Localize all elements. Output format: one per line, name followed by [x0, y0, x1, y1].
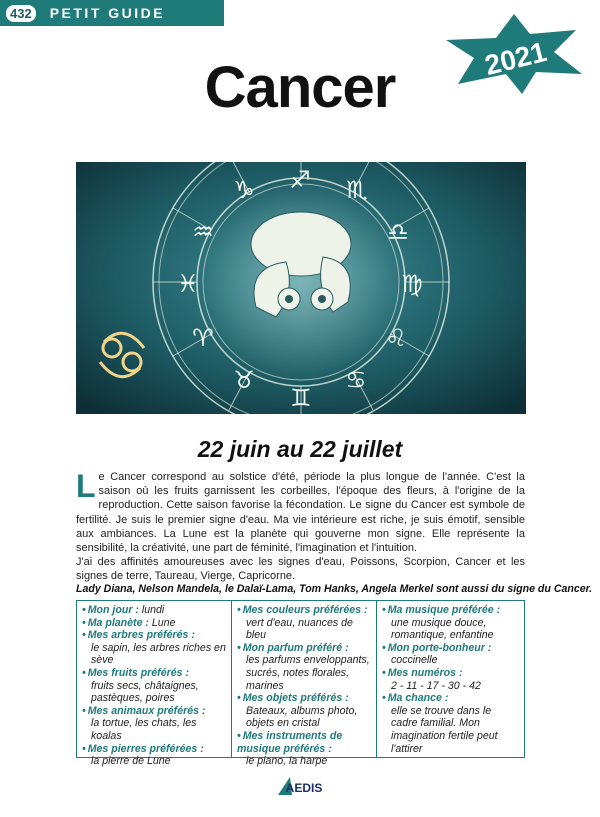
- info-entry: [382, 692, 520, 755]
- info-entry: [237, 730, 372, 768]
- info-label: Mon jour :: [87, 604, 139, 616]
- svg-text:♏: ♏: [346, 176, 368, 204]
- svg-text:♍: ♍: [401, 270, 423, 298]
- drop-cap: L: [76, 468, 96, 504]
- info-value: Bateaux, albums photo, objets en cristal: [246, 704, 358, 730]
- info-value: Lune: [148, 616, 176, 629]
- bullet-icon: •: [82, 666, 86, 679]
- svg-text:♎: ♎: [387, 218, 409, 246]
- svg-text:♐: ♐: [289, 166, 311, 194]
- bullet-icon: •: [82, 629, 86, 642]
- svg-text:♊: ♊: [290, 384, 312, 412]
- info-value: lundi: [138, 604, 165, 616]
- info-label: Ma planète :: [87, 616, 149, 629]
- info-label: Mes animaux préférés :: [87, 704, 206, 717]
- bullet-icon: •: [382, 692, 386, 705]
- page-title: Cancer: [204, 55, 396, 120]
- intro-paragraph-2: J'ai des affinités amoureuses avec les signes d'eau, Poissons, Scorpion, Cancer et les signes de terre, Taureau, Vierge, Capricorne.: [76, 556, 525, 583]
- info-value: la pierre de Lune: [91, 755, 171, 768]
- info-label: Ma musique préférée :: [387, 604, 501, 616]
- svg-text:♌: ♌: [385, 324, 407, 352]
- info-label: Mes objets préférés :: [242, 692, 349, 705]
- info-column-2: [231, 601, 376, 768]
- bullet-icon: •: [382, 666, 386, 679]
- info-entry: [82, 617, 227, 630]
- info-entry: [382, 642, 520, 667]
- intro-paragraph-1: Le Cancer correspond au solstice d'été, période la plus longue de l'année. C'est la saison où les fruits garnissent les corbeilles, l'époque des fleurs, à l'origine de la reproduction. Cette saison favorise la fécondation. Le signe du Cancer est symbole de fertilité. Je suis le premier signe d'eau. Ma vie intérieure est riche, je suis émotif, sensible aux ambiances. La Lune est la planète qui gouverne mon signe. Elle représente la sensibilité, la créativité, une part de féminité, l'imagination et l'intuition.: [76, 468, 525, 555]
- info-column-3: [376, 601, 524, 757]
- bullet-icon: •: [82, 704, 86, 717]
- info-box: [76, 600, 525, 768]
- bullet-icon: •: [237, 729, 241, 742]
- bullet-icon: •: [382, 641, 386, 654]
- bullet-icon: •: [82, 604, 86, 616]
- info-value: le piano, la harpe: [246, 755, 328, 768]
- info-entry: [382, 667, 520, 692]
- info-value: la tortue, les chats, les koalas: [91, 717, 197, 742]
- info-label: Mes instruments de musique préférés :: [237, 729, 343, 755]
- info-value: fruits secs, châtaignes, pastèques, poires: [91, 679, 199, 705]
- info-entry: [82, 604, 227, 617]
- publisher-logo: [274, 775, 326, 797]
- info-value: les parfums enveloppants, sucrés, notes florales, marines: [246, 654, 370, 692]
- header-bar: [0, 0, 224, 26]
- info-entry: [82, 743, 227, 768]
- info-label: Mes fruits préférés :: [87, 666, 189, 679]
- svg-text:♋: ♋: [345, 366, 367, 394]
- svg-text:♓: ♓: [177, 270, 199, 298]
- svg-text:AEDIS: AEDIS: [285, 781, 323, 795]
- info-value: elle se trouve dans le cadre familial. Mon imagination fertile peut l'attirer: [391, 704, 498, 755]
- info-entry: [82, 705, 227, 743]
- info-label: Mon porte-bonheur :: [387, 641, 492, 654]
- info-value: 2 - 11 - 17 - 30 - 42: [391, 679, 481, 692]
- info-label: Mes pierres préférées :: [87, 742, 204, 755]
- info-value: coccinelle: [391, 654, 438, 667]
- info-value: le sapin, les arbres riches en sève: [91, 641, 226, 667]
- info-value: une musique douce, romantique, enfantine: [391, 616, 494, 642]
- info-entry: [237, 604, 372, 642]
- info-entry: [237, 642, 372, 692]
- date-range: 22 juin au 22 juillet: [197, 436, 403, 462]
- bullet-icon: •: [237, 641, 241, 654]
- celebrities-line: Lady Diana, Nelson Mandela, le Dalaï-Lama, Tom Hanks, Angela Merkel sont aussi du signe du Cancer.: [76, 583, 593, 595]
- info-entry: [82, 667, 227, 705]
- info-entry: [382, 604, 520, 642]
- bullet-icon: •: [237, 604, 241, 616]
- info-entry: [237, 692, 372, 730]
- intro-text: [76, 470, 525, 584]
- bullet-icon: •: [82, 742, 86, 755]
- series-label: PETIT GUIDE: [49, 5, 166, 21]
- info-label: Mes arbres préférés :: [87, 629, 195, 642]
- bullet-icon: •: [382, 604, 386, 616]
- guide-number: 432: [6, 5, 36, 22]
- year-text: 2021: [481, 35, 550, 82]
- svg-text:♉: ♉: [233, 366, 255, 394]
- svg-text:♈: ♈: [192, 324, 214, 352]
- bullet-icon: •: [237, 692, 241, 705]
- info-label: Mes numéros :: [387, 666, 463, 679]
- svg-text:♑: ♑: [233, 176, 255, 204]
- info-value: vert d'eau, nuances de bleu: [246, 616, 353, 642]
- info-label: Mon parfum préféré :: [242, 641, 349, 654]
- svg-text:♒: ♒: [192, 218, 214, 246]
- info-column-1: [77, 601, 231, 768]
- zodiac-wheel-illustration: [76, 162, 526, 414]
- bullet-icon: •: [82, 616, 86, 629]
- info-entry: [82, 629, 227, 667]
- info-label: Ma chance :: [387, 692, 449, 705]
- info-label: Mes couleurs préférées :: [242, 604, 368, 616]
